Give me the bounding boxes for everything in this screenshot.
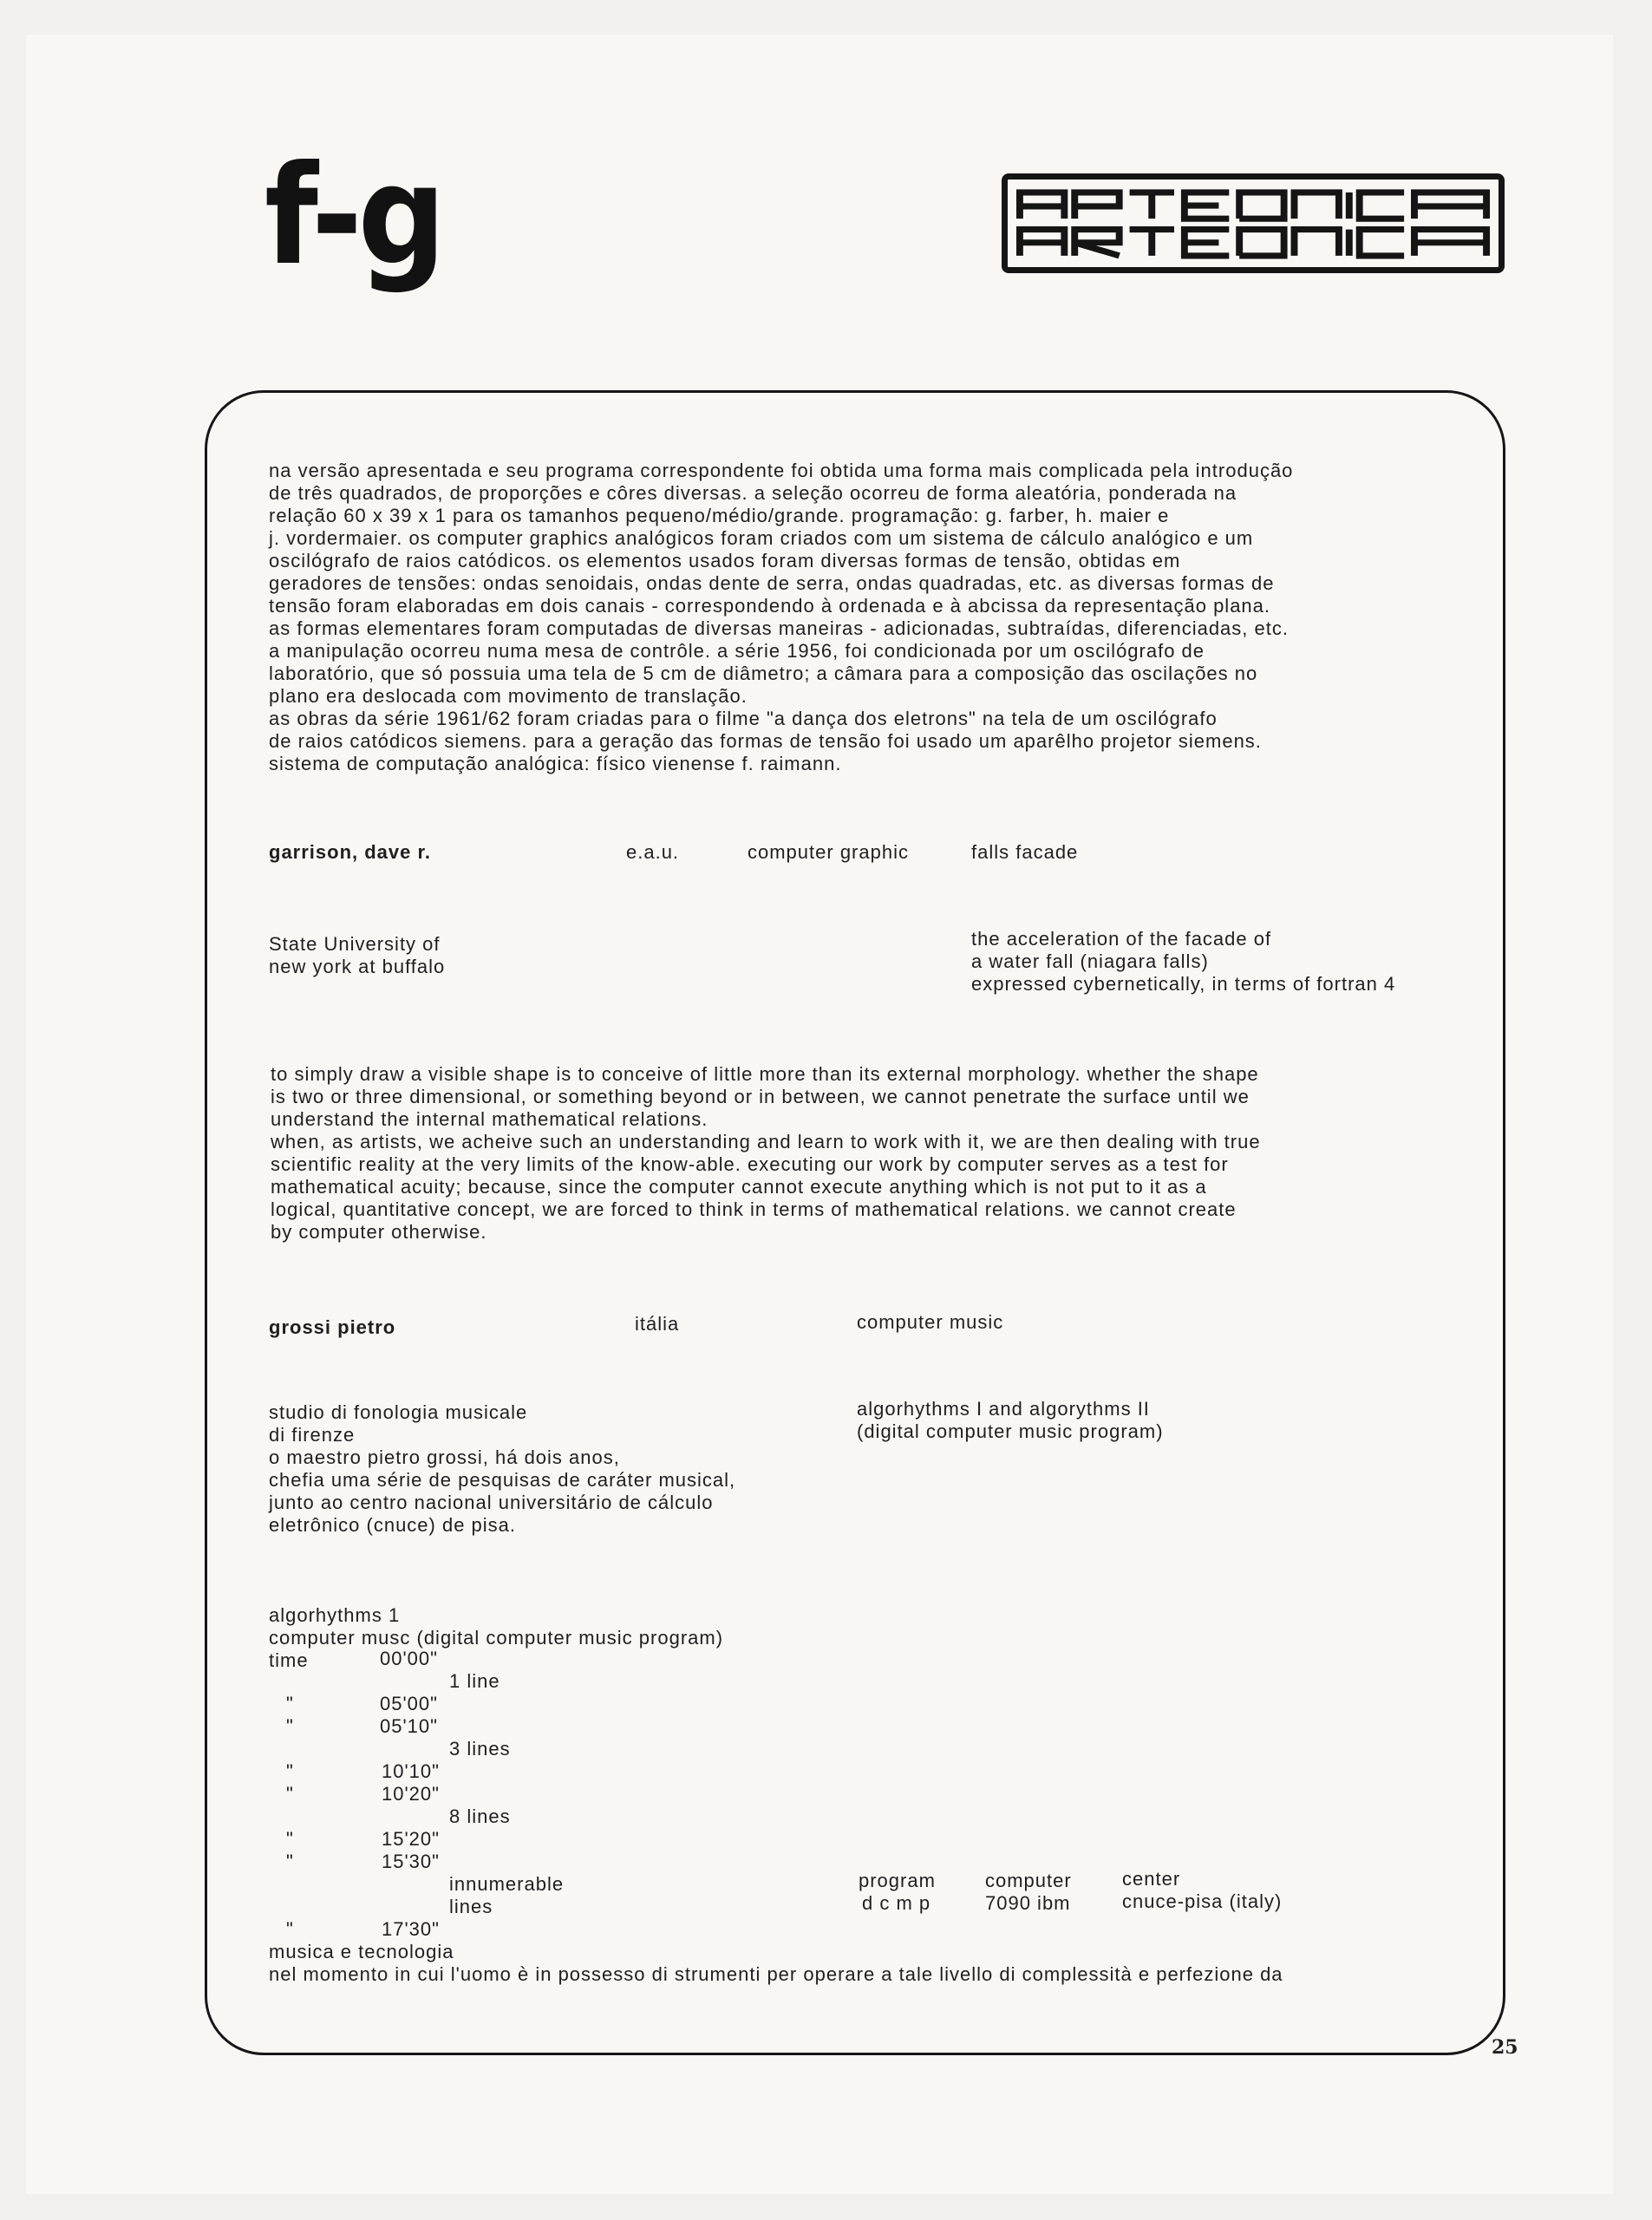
score-time: 05'10" — [380, 1715, 438, 1737]
institution-line: junto ao centro nacional universitário de cálculo — [269, 1492, 714, 1513]
logo-lettering-graphic — [1013, 185, 1493, 262]
intro-line: oscilógrafo de raios catódicos. os elementos usados foram diversas formas de tensão, obtidas em — [269, 550, 1181, 571]
center-header: center — [1122, 1868, 1181, 1890]
intro-line: de raios catódicos siemens. para a geração das formas de tensão foi usado um aparêlho projetor siemens. — [269, 730, 1262, 752]
works-line: (digital computer music program) — [857, 1420, 1164, 1442]
artist-country-garrison: e.a.u. — [626, 841, 680, 863]
score-ditto: " — [286, 1851, 294, 1872]
intro-line: laboratório, que só possuia uma tela de 5 cm de diâmetro; a câmara para a composição das oscilações no — [269, 663, 1258, 684]
score-footer: musica e tecnologia — [269, 1941, 454, 1962]
intro-line: na versão apresentada e seu programa correspondente foi obtida uma forma mais complicada pela introdução — [269, 460, 1294, 481]
program-value: d c m p — [862, 1892, 931, 1914]
score-title: algorhythms 1 — [269, 1604, 401, 1626]
intro-line: de três quadrados, de proporções e côres diversas. a seleção ocorreu de forma aleatória, ponderada na — [269, 482, 1237, 504]
works-line: algorhythms I and algorythms II — [857, 1398, 1150, 1420]
intro-line: relação 60 x 39 x 1 para os tamanhos pequeno/médio/grande. programação: g. farber, h. maier e — [269, 505, 1170, 526]
work-description-line: a water fall (niagara falls) — [971, 950, 1209, 972]
section-letters: f-g — [264, 136, 441, 296]
institution-line: o maestro pietro grossi, há dois anos, — [269, 1446, 620, 1468]
score-ditto: " — [286, 1693, 294, 1714]
score-time: 00'00" — [380, 1648, 438, 1669]
score-footer: nel momento in cui l'uomo è in possesso di strumenti per operare a tale livello di complessità e perfezione da — [269, 1963, 1283, 1985]
score-time: 05'00" — [380, 1693, 438, 1714]
score-time: 17'30" — [382, 1918, 440, 1940]
score-time: 10'10" — [382, 1760, 440, 1782]
statement-line: scientific reality at the very limits of the know-able. executing our work by computer serves as a test for — [271, 1153, 1229, 1175]
computer-value: 7090 ibm — [985, 1892, 1071, 1914]
score-marker: 8 lines — [449, 1805, 511, 1827]
intro-line: as formas elementares foram computadas de diversas maneiras - adicionadas, subtraídas, diferenciadas, etc. — [269, 617, 1289, 639]
score-ditto: " — [286, 1828, 294, 1850]
work-title-garrison: falls facade — [971, 841, 1079, 863]
statement-line: understand the internal mathematical relations. — [271, 1108, 708, 1130]
intro-line: geradores de tensões: ondas senoidais, ondas dente de serra, ondas quadradas, etc. as diversas formas de — [269, 572, 1275, 594]
work-description-line: the acceleration of the facade of — [971, 928, 1272, 950]
institution-line: new york at buffalo — [269, 956, 446, 977]
score-time: 15'20" — [382, 1828, 440, 1850]
statement-line: when, as artists, we acheive such an understanding and learn to work with it, we are then dealing with true — [271, 1131, 1261, 1152]
score-subtitle: computer musc (digital computer music program) — [269, 1627, 724, 1649]
score-ditto: " — [286, 1715, 294, 1737]
statement-line: to simply draw a visible shape is to conceive of little more than its external morphology. whether the shape — [271, 1063, 1259, 1085]
arteonica-logo — [1002, 173, 1505, 273]
intro-line: tensão foram elaboradas em dois canais - correspondendo à ordenada e à abcissa da representação plana. — [269, 595, 1271, 617]
institution-line: chefia uma série de pesquisas de caráter musical, — [269, 1469, 736, 1491]
intro-line: j. vordermaier. os computer graphics analógicos foram criados com um sistema de cálculo analógico e um — [269, 527, 1254, 549]
institution-line: eletrônico (cnuce) de pisa. — [269, 1514, 517, 1536]
intro-line: a manipulação ocorreu numa mesa de contrôle. a série 1956, foi condicionada por um oscilógrafo de — [269, 640, 1205, 662]
score-marker: 1 line — [449, 1670, 500, 1692]
artist-category-garrison: computer graphic — [748, 841, 909, 863]
statement-line: mathematical acuity; because, since the computer cannot execute anything which is not put to it as a — [271, 1176, 1207, 1198]
score-time: 10'20" — [382, 1783, 440, 1805]
score-time-label: time — [269, 1649, 309, 1671]
institution-line: studio di fonologia musicale — [269, 1401, 528, 1423]
score-marker: innumerable — [449, 1873, 565, 1895]
program-header: program — [859, 1870, 936, 1891]
institution-line: di firenze — [269, 1424, 356, 1446]
statement-line: by computer otherwise. — [271, 1221, 487, 1243]
score-marker: 3 lines — [449, 1738, 511, 1760]
statement-line: logical, quantitative concept, we are forced to think in terms of mathematical relations. we cannot create — [271, 1198, 1237, 1220]
artist-name-garrison: garrison, dave r. — [269, 841, 431, 863]
score-ditto: " — [286, 1918, 294, 1940]
computer-header: computer — [985, 1870, 1072, 1891]
artist-name-grossi: grossi pietro — [269, 1316, 396, 1338]
score-ditto: " — [286, 1760, 294, 1782]
intro-line: sistema de computação analógica: físico vienense f. raimann. — [269, 753, 842, 774]
statement-line: is two or three dimensional, or something beyond or in between, we cannot penetrate the surface until we — [271, 1086, 1250, 1107]
artist-category-grossi: computer music — [857, 1311, 1004, 1333]
institution-line: State University of — [269, 933, 441, 955]
artist-country-grossi: itália — [635, 1313, 680, 1335]
score-ditto: " — [286, 1783, 294, 1805]
intro-line: plano era deslocada com movimento de translação. — [269, 685, 748, 707]
intro-line: as obras da série 1961/62 foram criadas para o filme "a dança dos eletrons" na tela de um oscilógrafo — [269, 708, 1218, 729]
work-description-line: expressed cybernetically, in terms of fortran 4 — [971, 973, 1396, 995]
score-time: 15'30" — [382, 1851, 440, 1872]
page-number: 25 — [1492, 2036, 1518, 2059]
center-value: cnuce-pisa (italy) — [1122, 1890, 1283, 1912]
score-marker: lines — [449, 1896, 493, 1917]
